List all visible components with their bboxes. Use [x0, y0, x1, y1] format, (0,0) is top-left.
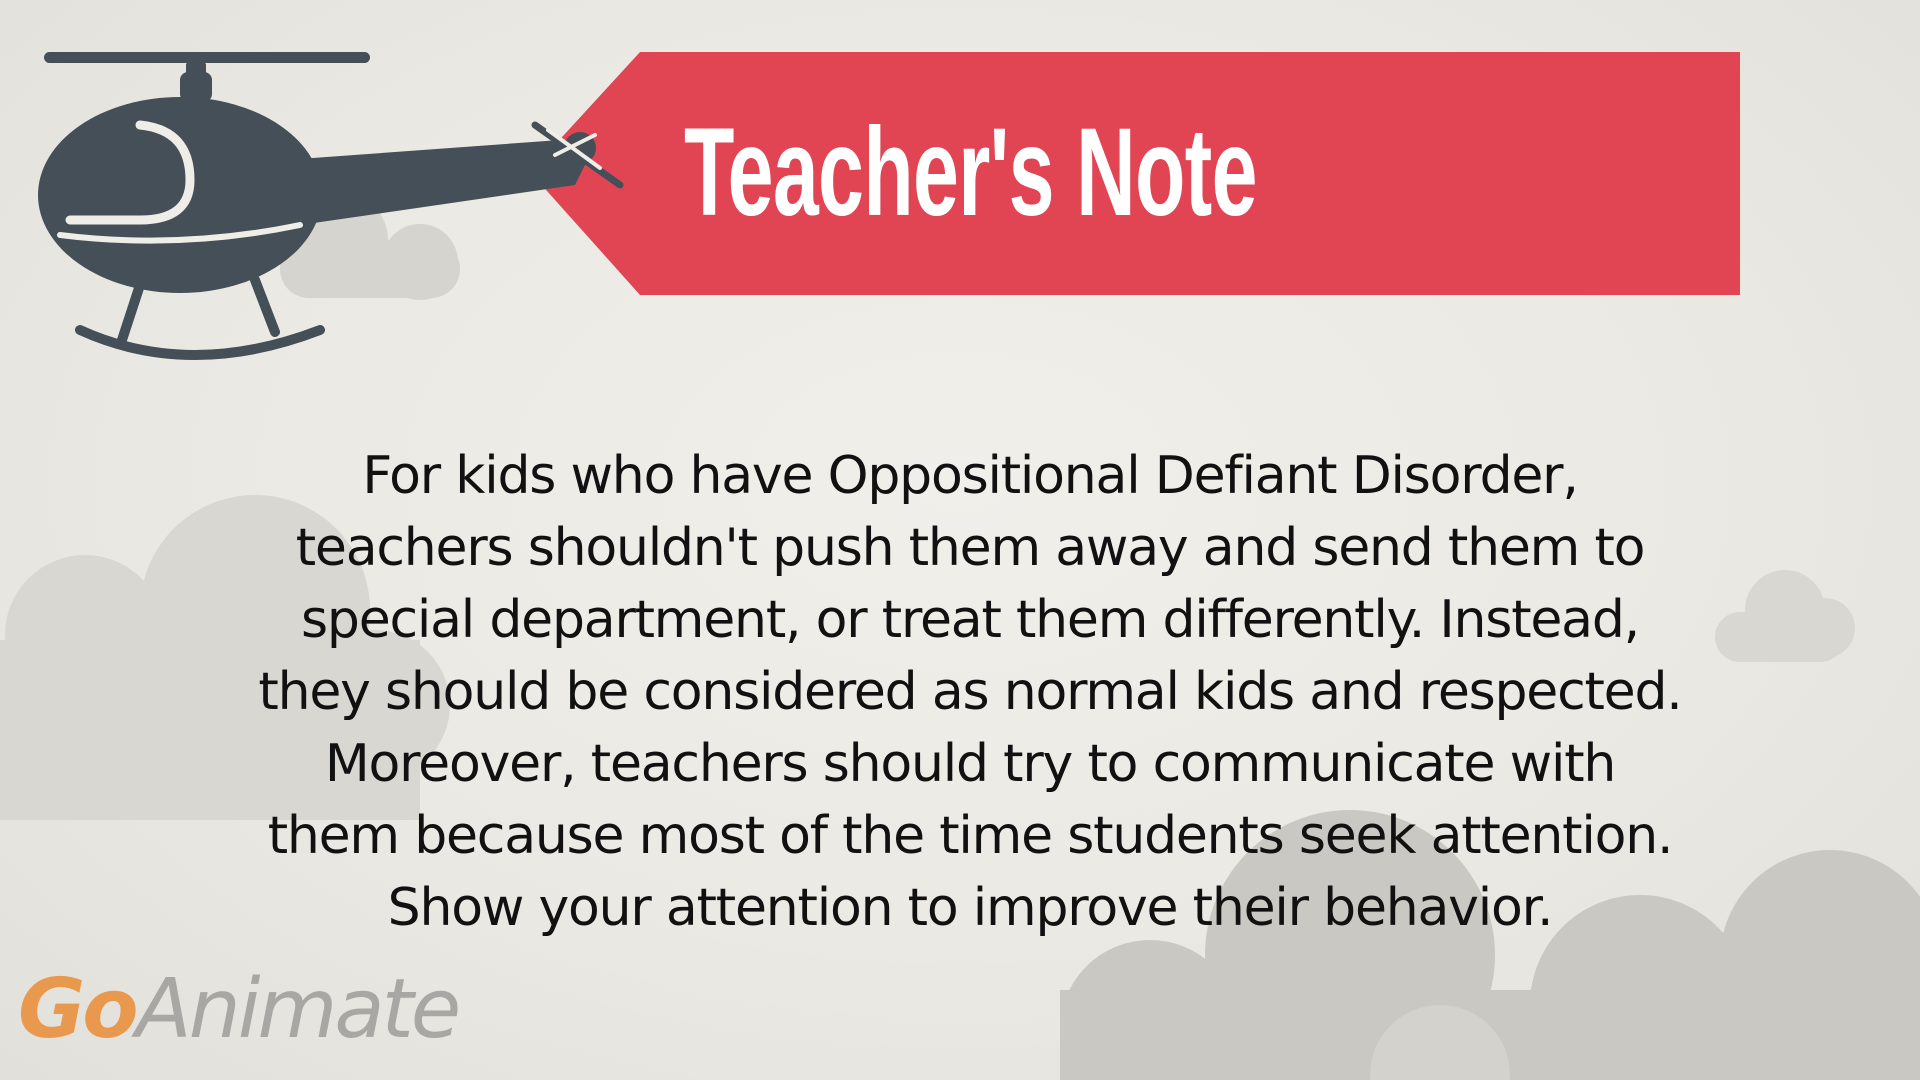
- logo-animate-text: Animate: [135, 962, 459, 1057]
- logo-go-text: Go: [18, 962, 136, 1057]
- goanimate-logo: [18, 960, 458, 1060]
- note-body-text: For kids who have Oppositional Defiant Disorder, teachers shouldn't push them away and send them to special department, or treat them differently. Instead, they should be considered as normal kids and respected. Moreover, teachers should try to communicate with them because most of the time students seek attention. Show your attention to improve their behavior.: [258, 446, 1682, 938]
- helicopter-icon: [38, 52, 620, 355]
- page-title: Teacher's Note: [684, 103, 1257, 242]
